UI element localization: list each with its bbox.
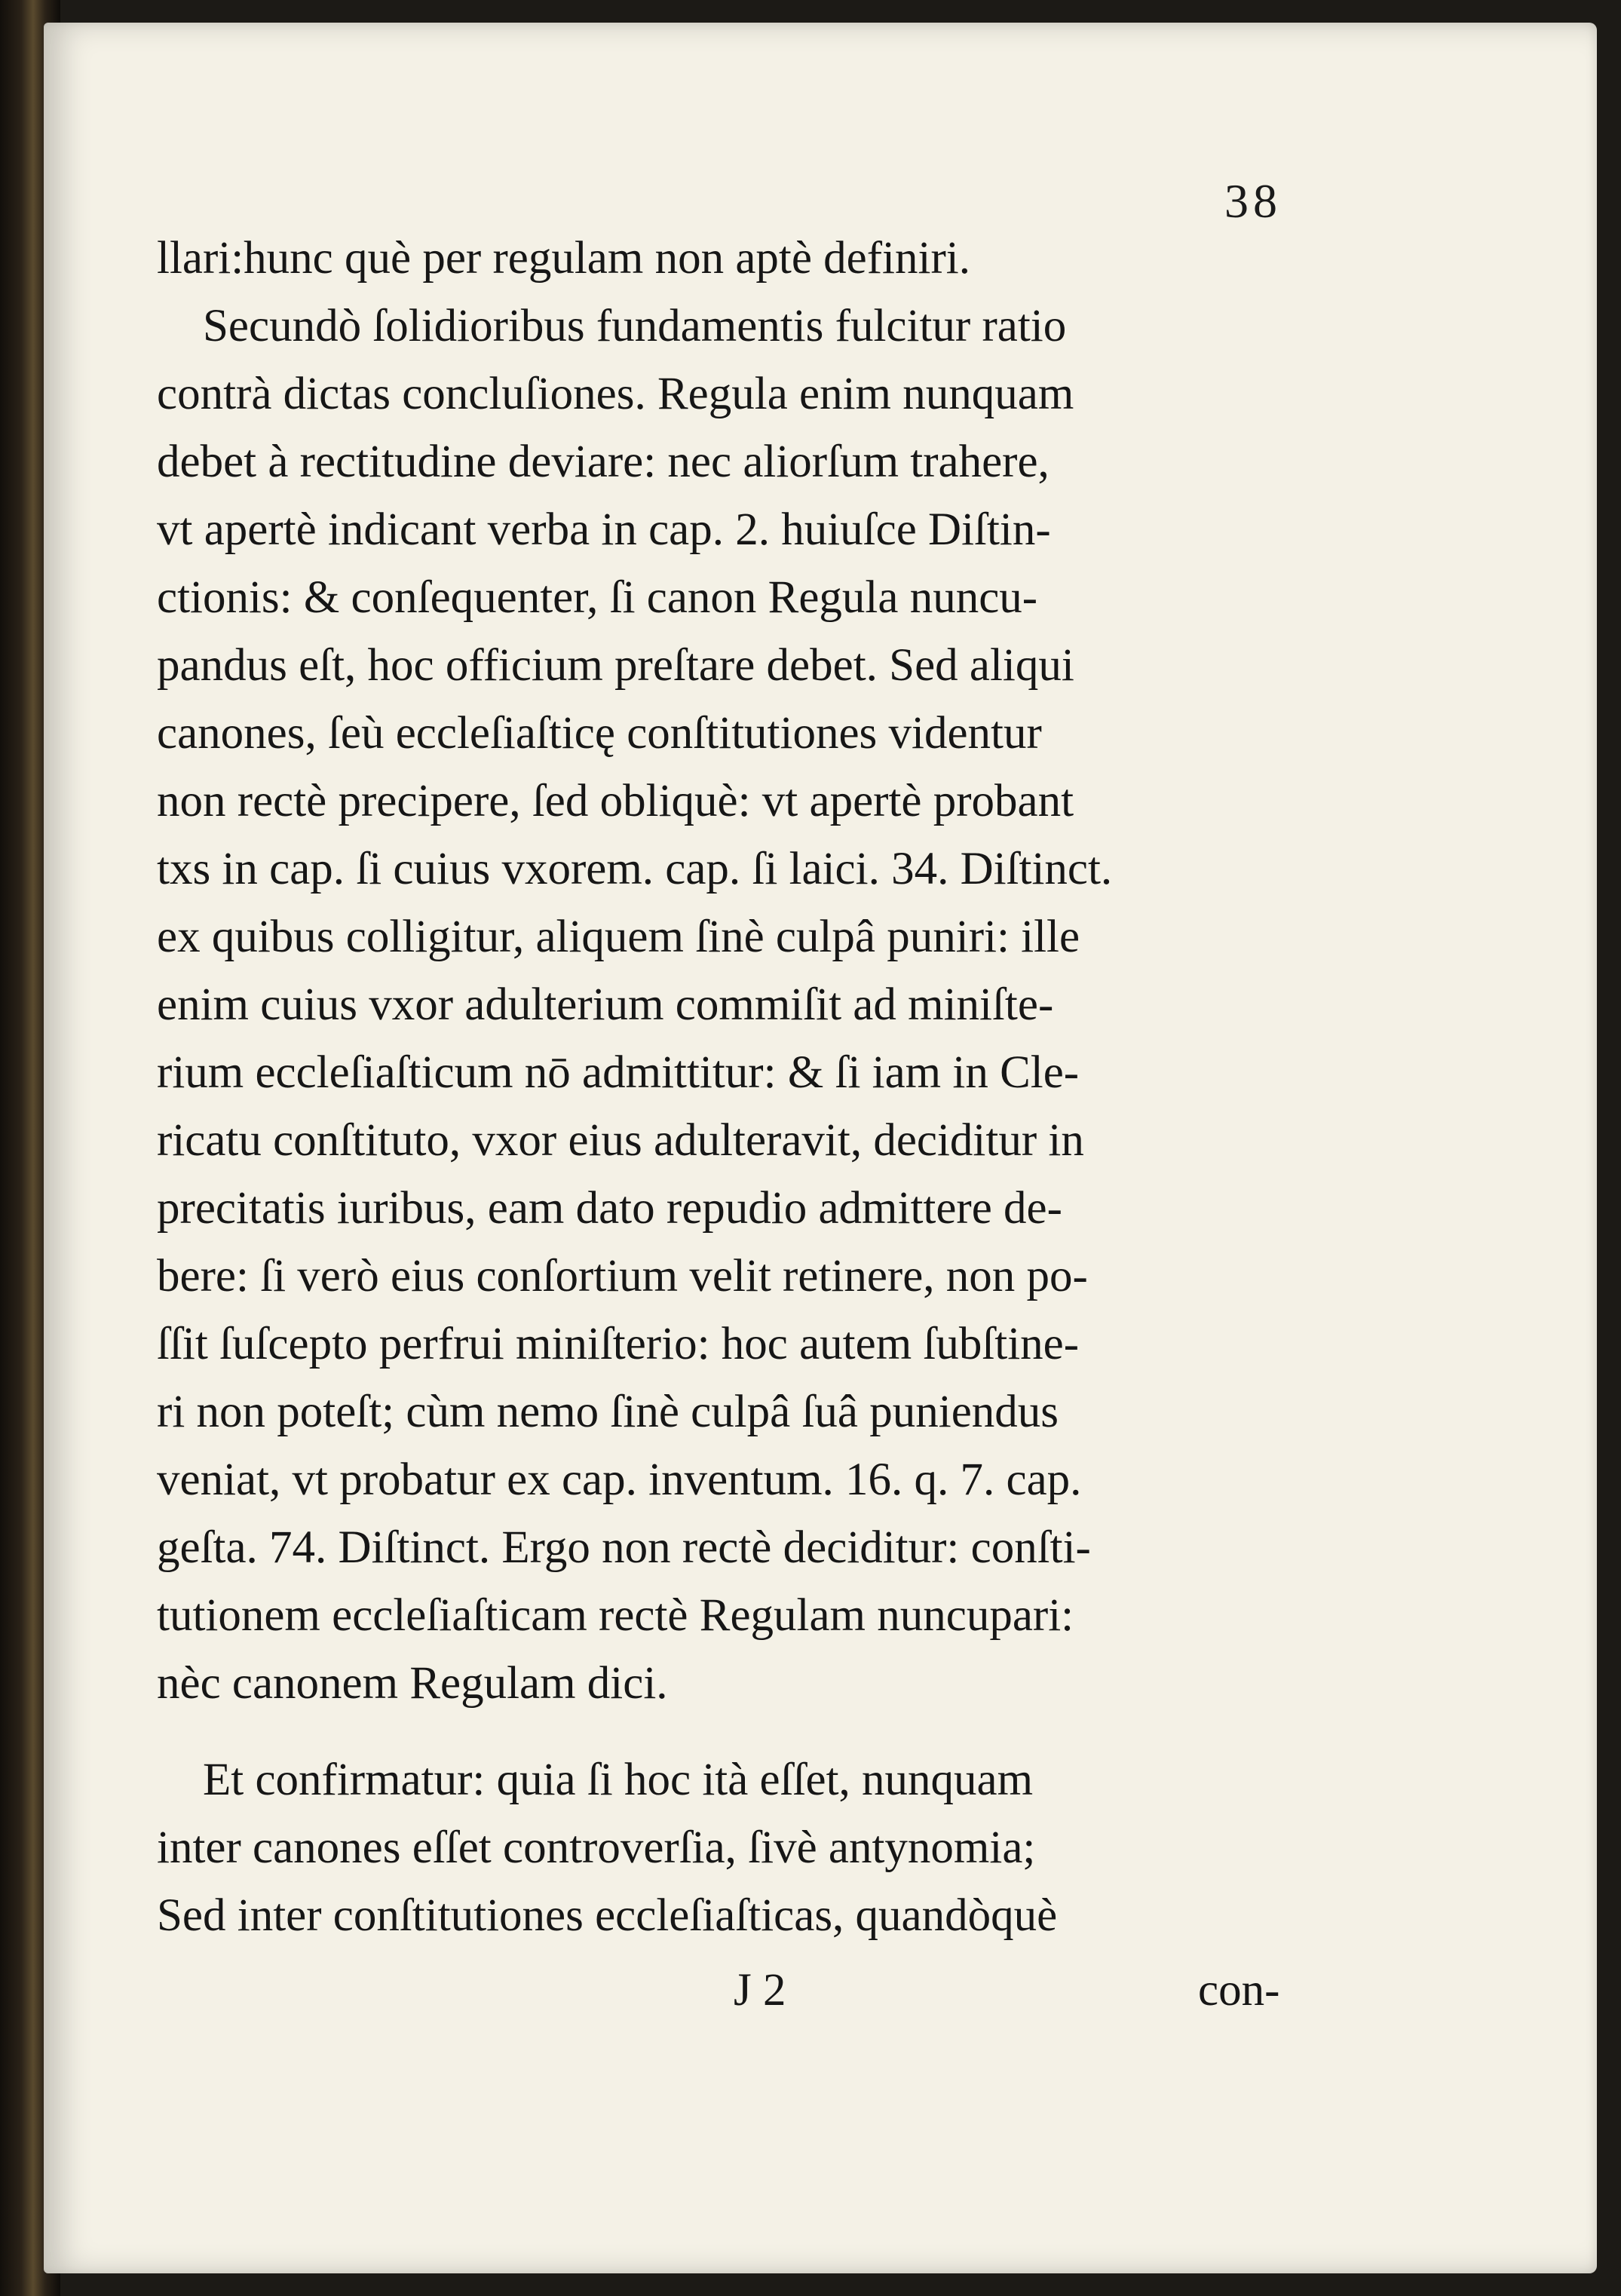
body-text: [157, 225, 1303, 1950]
text-line: ctionis: & conſequenter, ſi canon Regula nuncu-: [157, 572, 1038, 623]
text-line: debet à rectitudine deviare: nec aliorſum trahere,: [157, 437, 1050, 487]
text-line: inter canones eſſet controverſia, ſivè antynomia;: [157, 1822, 1036, 1873]
page-number: 38: [1224, 174, 1282, 228]
text-line: tutionem eccleſiaſticam rectè Regulam nuncupari:: [157, 1590, 1074, 1641]
text-line: Sed inter conſtitutiones eccleſiaſticas, quandòquè: [157, 1890, 1058, 1941]
text-line: Secundò ſolidioribus fundamentis fulcitur ratio: [157, 301, 1067, 351]
text-line: bere: ſi verò eius conſortium velit retinere, non po-: [157, 1251, 1088, 1301]
text-line: rium eccleſiaſticum nō admittitur: & ſi iam in Cle-: [157, 1047, 1080, 1098]
text-line: ſſit ſuſcepto perfrui miniſterio: hoc autem ſubſtine-: [157, 1319, 1080, 1369]
text-line: ex quibus colligitur, aliquem ſinè culpâ puniri: ille: [157, 912, 1080, 962]
text-line: geſta. 74. Diſtinct. Ergo non rectè deciditur: conſti-: [157, 1522, 1091, 1573]
text-line: pandus eſt, hoc officium preſtare debet. Sed aliqui: [157, 640, 1074, 691]
text-line: txs in cap. ſi cuius vxorem. cap. ſi laici. 34. Diſtinct.: [157, 844, 1113, 894]
text-line: nèc canonem Regulam dici.: [157, 1658, 668, 1709]
text-line: enim cuius vxor adulterium commiſit ad miniſte-: [157, 979, 1054, 1030]
text-line: Et confirmatur: quia ſi hoc ità eſſet, nunquam: [157, 1755, 1034, 1805]
paragraph-gap: [157, 1718, 1303, 1746]
signature-mark: J 2: [734, 1965, 786, 2016]
text-line: non rectè precipere, ſed obliquè: vt apertè probant: [157, 776, 1074, 826]
text-line: ricatu conſtituto, vxor eius adulteravit, deciditur in: [157, 1115, 1084, 1166]
catchword: con-: [1198, 1965, 1280, 2016]
book-page: [44, 23, 1597, 2273]
text-line: llari:hunc què per regulam non aptè definiri.: [157, 233, 970, 284]
text-line: vt apertè indicant verba in cap. 2. huiuſce Diſtin-: [157, 504, 1051, 555]
text-line: precitatis iuribus, eam dato repudio admittere de-: [157, 1183, 1062, 1234]
page-footer: [44, 1964, 1597, 2025]
text-line: canones, ſeù eccleſiaſticę conſtitutiones videntur: [157, 708, 1042, 759]
text-line: veniat, vt probatur ex cap. inventum. 16. q. 7. cap.: [157, 1455, 1082, 1505]
text-line: contrà dictas concluſiones. Regula enim nunquam: [157, 369, 1074, 419]
text-line: ri non poteſt; cùm nemo ſinè culpâ ſuâ puniendus: [157, 1387, 1059, 1437]
